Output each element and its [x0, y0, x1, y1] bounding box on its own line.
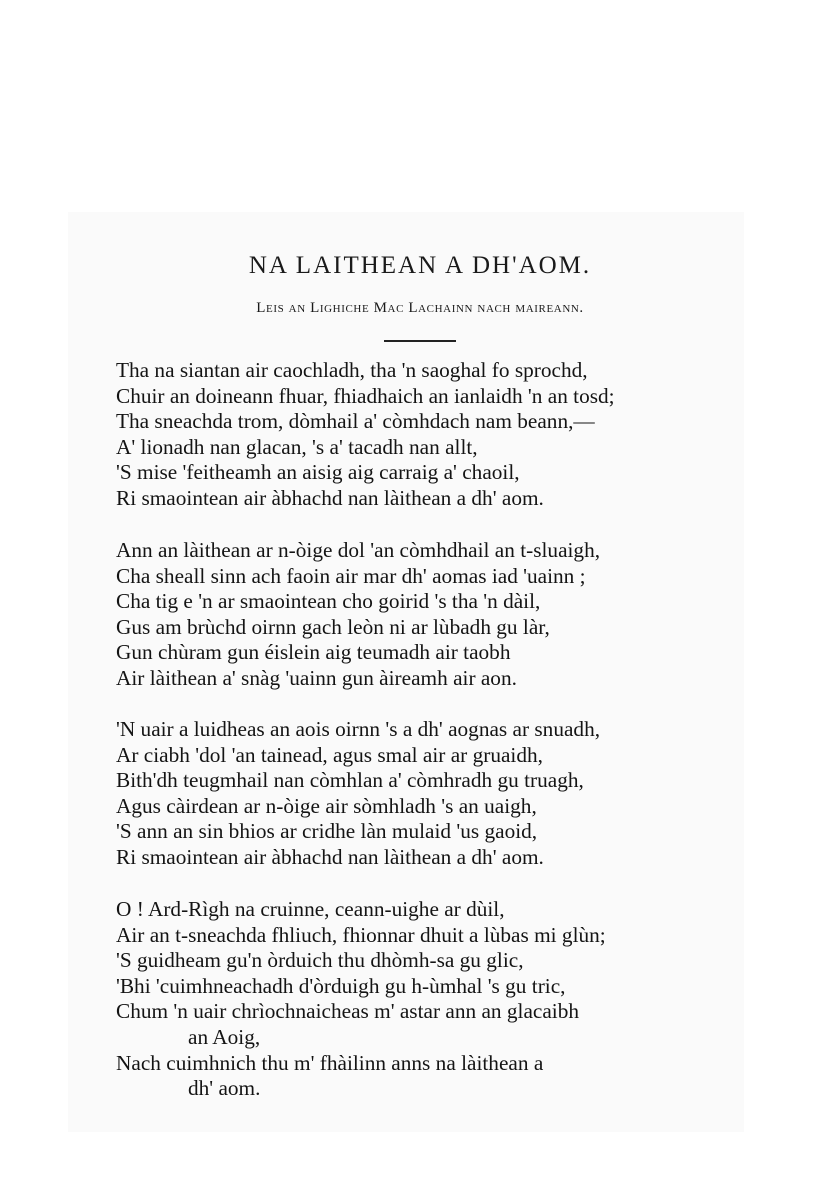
verse-line-continuation: an Aoig, [188, 1024, 261, 1049]
verse-line: Tha na siantan air caochladh, tha 'n saoghal fo sprochd, [116, 358, 588, 382]
verse-line: Agus càirdean ar n-òige air sòmhladh 's an uaigh, [116, 793, 537, 818]
verse-line: Ri smaointean air àbhachd nan làithean a dh' aom. [116, 485, 544, 510]
stanza-3 [116, 717, 716, 871]
verse-line: 'S ann an sin bhios ar cridhe làn mulaid 'us gaoid, [116, 819, 538, 844]
verse-line: Ar ciabh 'dol 'an tainead, agus smal air ar gruaidh, [116, 742, 543, 767]
verse-line: Cha sheall sinn ach faoin air mar dh' aomas iad 'uainn ; [116, 563, 586, 588]
verse-line: Tha sneachda trom, dòmhail a' còmhdach nam beann,— [116, 409, 595, 434]
verse-line: Chuir an doineann fhuar, fhiadhaich an ianlaidh 'n an tosd; [116, 383, 615, 408]
stanza-2 [116, 538, 716, 692]
verse-line: Bith'dh teugmhail nan còmhlan a' còmhradh gu truagh, [116, 768, 584, 793]
author-byline: Leis an Lighiche Mac Lachainn nach maireann. [256, 300, 584, 316]
verse-line: Cha tig e 'n ar smaointean cho goirid 's tha 'n dàil, [116, 589, 541, 614]
verse-line: Gun chùram gun éislein aig teumadh air taobh [116, 640, 511, 665]
stanza-4 [116, 897, 716, 1102]
verse-line: Air an t-sneachda fhliuch, fhionnar dhuit a lùbas mi glùn; [116, 922, 606, 947]
verse-line: 'S guidheam gu'n òrduich thu dhòmh-sa gu glic, [116, 948, 524, 973]
title-rule [384, 340, 456, 342]
verse-line: 'Bhi 'cuimhneachadh d'òrduigh gu h-ùmhal 's gu tric, [116, 973, 566, 998]
verse-line: A' lionadh nan glacan, 's a' tacadh nan allt, [116, 434, 478, 459]
verse-line: 'S mise 'feitheamh an aisig aig carraig a' chaoil, [116, 460, 520, 485]
poem-title: NA LAITHEAN A DH'AOM. [248, 252, 592, 279]
verse-line: Ann an làithean ar n-òige dol 'an còmhdhail an t-sluaigh, [116, 538, 601, 562]
verse-line: Ri smaointean air àbhachd nan làithean a dh' aom. [116, 844, 544, 869]
verse-line: 'N uair a luidheas an aois oirnn 's a dh' aognas ar snuadh, [116, 717, 601, 741]
verse-line-continuation: dh' aom. [188, 1076, 261, 1101]
verse-line: O ! Ard-Rìgh na cruinne, ceann-uighe ar dùil, [116, 897, 505, 921]
stanza-1 [116, 358, 716, 512]
verse-line: Chum 'n uair chrìochnaicheas m' astar ann an glacaibh [116, 999, 580, 1024]
verse-line: Air làithean a' snàg 'uainn gun àireamh air aon. [116, 665, 517, 690]
verse-line: Gus am brùchd oirnn gach leòn ni ar lùbadh gu làr, [116, 614, 550, 639]
verse-line: Nach cuimhnich thu m' fhàilinn anns na làithean a [116, 1050, 544, 1075]
